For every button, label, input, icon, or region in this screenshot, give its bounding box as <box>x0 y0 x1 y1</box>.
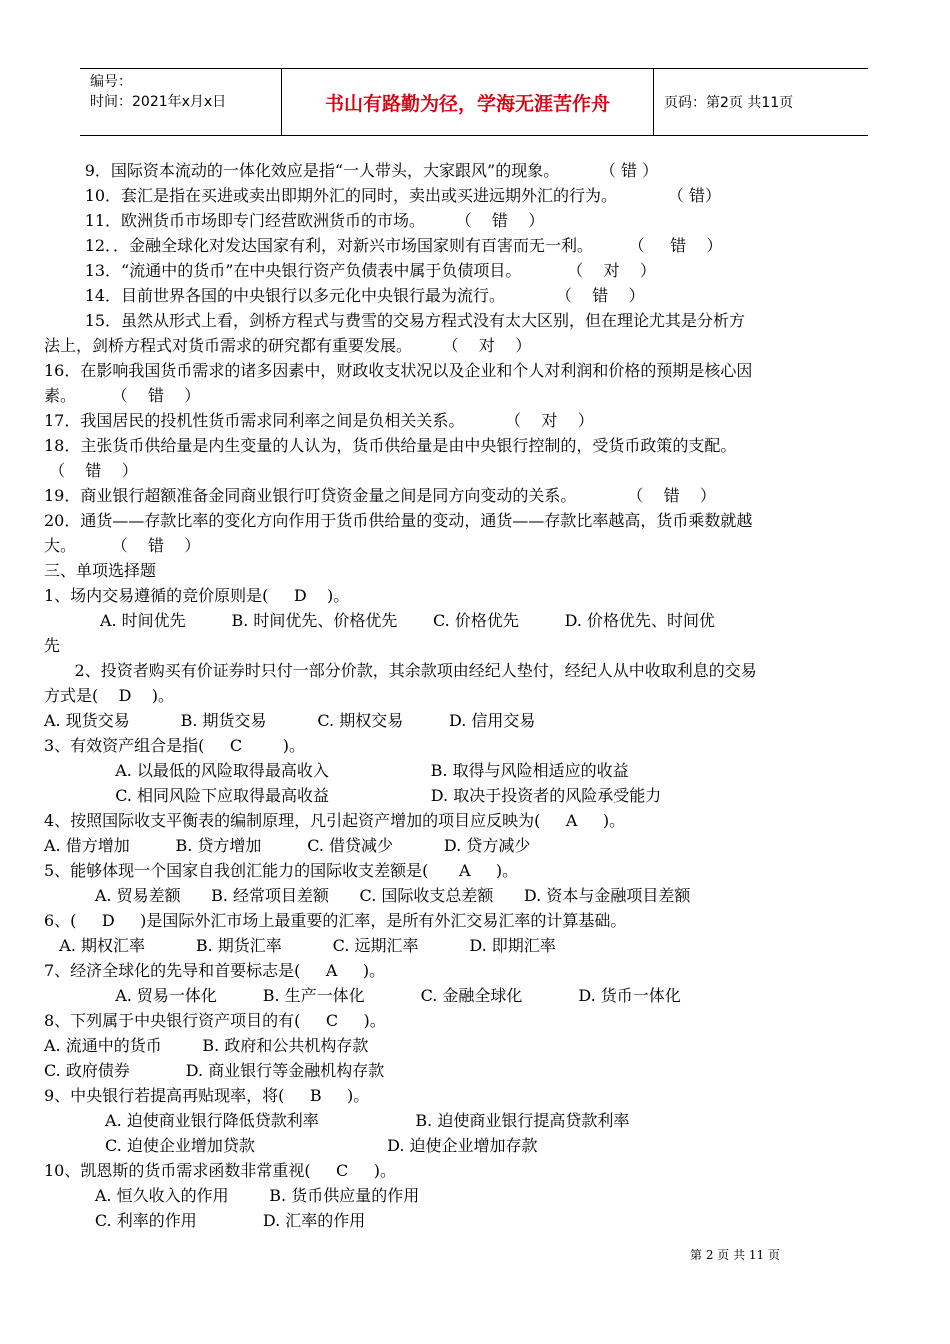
page-footer: 第 2 页 共 11 页 <box>690 1248 780 1262</box>
text-line: 7、经济全球化的先导和首要标志是( A )。 <box>44 961 386 980</box>
text-line: A. 贸易差额 B. 经常项目差额 C. 国际收支总差额 D. 资本与金融项目差额 <box>44 886 691 905</box>
text-line: A. 现货交易 B. 期货交易 C. 期权交易 D. 信用交易 <box>44 711 536 730</box>
time-label: 时间：2021年x月x日 <box>90 94 227 110</box>
text-line: 12．．金融全球化对发达国家有利，对新兴市场国家则有百害而无一利。 （ 错 ） <box>44 236 723 255</box>
text-line: C. 政府债券 D. 商业银行等金融机构存款 <box>44 1061 385 1080</box>
text-line: A. 恒久收入的作用 B. 货币供应量的作用 <box>44 1186 420 1205</box>
header-motto: 书山有路勤为径，学海无涯苦作舟 <box>282 69 654 135</box>
text-line: 3、有效资产组合是指( C )。 <box>44 736 306 755</box>
serial-label: 编号： <box>90 74 132 90</box>
text-line: 10．套汇是指在买进或卖出即期外汇的同时，卖出或买进远期外汇的行为。 （ 错） <box>44 186 721 205</box>
text-line: 14．目前世界各国的中央银行以多元化中央银行最为流行。 （ 错 ） <box>44 286 645 305</box>
text-line: C. 利率的作用 D. 汇率的作用 <box>44 1211 366 1230</box>
text-line: 5、能够体现一个国家自我创汇能力的国际收支差额是( A )。 <box>44 861 519 880</box>
text-line: （ 错 ） <box>44 461 138 480</box>
text-line: A. 迫使商业银行降低贷款利率 B. 迫使商业银行提高贷款利率 <box>44 1111 630 1130</box>
text-line: A. 以最低的风险取得最高收入 B. 取得与风险相适应的收益 <box>44 761 629 780</box>
header-page-number: 页码：第2页 共11页 <box>664 95 794 111</box>
text-line: A. 时间优先 B. 时间优先、价格优先 C. 价格优先 D. 价格优先、时间优 <box>44 611 716 630</box>
text-line: 16．在影响我国货币需求的诸多因素中，财政收支状况以及企业和个人对利润和价格的预期是核心因 <box>44 361 753 380</box>
text-line: 17．我国居民的投机性货币需求同利率之间是负相关关系。 （ 对 ） <box>44 411 594 430</box>
text-line: 19．商业银行超额准备金同商业银行叮贷资金量之间是同方向变动的关系。 （ 错 ） <box>44 486 716 505</box>
text-line: A. 流通中的货币 B. 政府和公共机构存款 <box>44 1036 369 1055</box>
text-line: 先 <box>44 636 61 655</box>
text-line: 6、( D )是国际外汇市场上最重要的汇率，是所有外汇交易汇率的计算基础。 <box>44 911 627 930</box>
text-line: A. 借方增加 B. 贷方增加 C. 借贷减少 D. 贷方减少 <box>44 836 531 855</box>
text-line: 18．主张货币供给量是内生变量的人认为，货币供给量是由中央银行控制的，受货币政策的支配。 <box>44 436 737 455</box>
text-line: 9．国际资本流动的一体化效应是指“一人带头，大家跟风”的现象。 （ 错 ） <box>44 161 659 180</box>
header-meta <box>80 69 282 135</box>
text-line: 三、单项选择题 <box>44 561 157 580</box>
text-line: 1、场内交易遵循的竞价原则是( D )。 <box>44 586 350 605</box>
text-line: C. 迫使企业增加贷款 D. 迫使企业增加存款 <box>44 1136 538 1155</box>
text-line: 11．欧洲货币市场即专门经营欧洲货币的市场。 （ 错 ） <box>44 211 545 230</box>
text-line: 法上，剑桥方程式对货币需求的研究都有重要发展。 （ 对 ） <box>44 336 532 355</box>
text-line: 13．“流通中的货币”在中央银行资产负债表中属于负债项目。 （ 对 ） <box>44 261 656 280</box>
text-line: 10、凯恩斯的货币需求函数非常重视( C )。 <box>44 1161 396 1180</box>
text-line: 15．虽然从形式上看，剑桥方程式与费雪的交易方程式没有太大区别，但在理论尤其是分析方 <box>44 311 746 330</box>
text-line: C. 相同风险下应取得最高收益 D. 取决于投资者的风险承受能力 <box>44 786 662 805</box>
text-line: 20．通货——存款比率的变化方向作用于货币供给量的变动，通货——存款比率越高，货币乘数就越 <box>44 511 753 530</box>
text-line: A. 期权汇率 B. 期货汇率 C. 远期汇率 D. 即期汇率 <box>44 936 556 955</box>
document-body <box>44 158 904 1233</box>
text-line: 9、中央银行若提高再贴现率，将( B )。 <box>44 1086 370 1105</box>
text-line: 大。 （ 错 ） <box>44 536 201 555</box>
text-line: 素。 （ 错 ） <box>44 386 201 405</box>
text-line: 2、投资者购买有价证券时只付一部分价款，其余款项由经纪人垫付，经纪人从中收取利息的交易 <box>44 661 757 680</box>
text-line: A. 贸易一体化 B. 生产一体化 C. 金融全球化 D. 货币一体化 <box>44 986 681 1005</box>
page-header <box>80 68 868 136</box>
text-line: 8、下列属于中央银行资产项目的有( C )。 <box>44 1011 386 1030</box>
text-line: 4、按照国际收支平衡表的编制原理，凡引起资产增加的项目应反映为( A )。 <box>44 811 626 830</box>
text-line: 方式是( D )。 <box>44 686 175 705</box>
